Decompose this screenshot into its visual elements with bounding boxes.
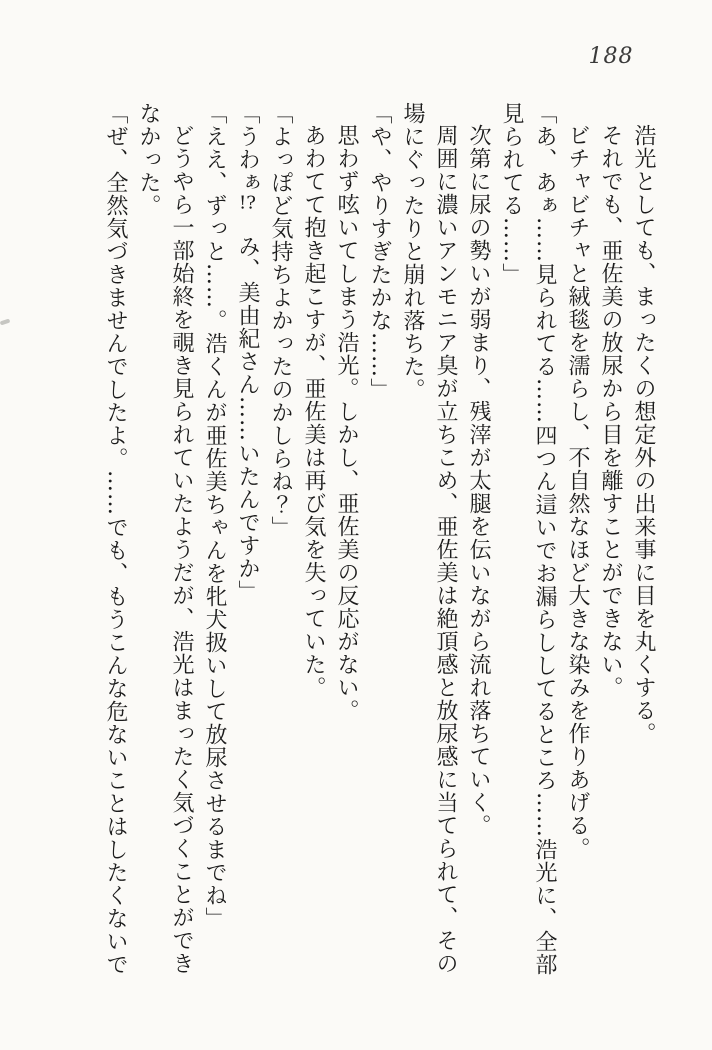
text-line: あわてて抱き起こすが、亜佐美は再び気を失っていた。 — [301, 124, 326, 699]
text-line: 「ええ、ずっと……。浩くんが亜佐美ちゃんを牝犬扱いして放尿させるまでね」 — [202, 102, 227, 930]
text-line: 「や、やりすぎたかな……」 — [367, 102, 392, 401]
text-line: ビチャビチャと絨毯を濡らし、不自然なほど大きな染みを作りあげる。 — [565, 124, 590, 860]
text-line: 「よっぽど気持ちよかったのかしらね？」 — [268, 102, 293, 539]
text-line: 「あ、あぁ……見られてる……四つん這いでお漏らししてるところ……浩光に、全部 — [532, 102, 557, 976]
page-text-block — [99, 102, 660, 982]
text-line: 見られてる……」 — [499, 102, 524, 286]
text-line: 「ぜ、全然気づきませんでしたよ。……でも、もうこんな危ないことはしたくないで — [103, 102, 128, 976]
text-line: 思わず呟いてしまう浩光。しかし、亜佐美の反応がない。 — [334, 124, 359, 722]
text-line: 浩光としても、まったくの想定外の出来事に目を丸くする。 — [631, 124, 656, 745]
text-line: 次第に尿の勢いが弱まり、残滓が太腿を伝いながら流れ落ちていく。 — [466, 124, 491, 837]
scan-artifact-mark — [0, 319, 10, 326]
text-line: 「うわぁ!? み、美由紀さん……いたんですか」 — [235, 102, 260, 604]
text-line: なかった。 — [136, 102, 161, 217]
text-line: それでも、亜佐美の放尿から目を離すことができない。 — [598, 124, 623, 699]
page-number: 188 — [588, 44, 634, 69]
text-line: 周囲に濃いアンモニア臭が立ちこめ、亜佐美は絶頂感と放尿感に当てられて、その — [433, 124, 458, 975]
text-line: 場にぐったりと崩れ落ちた。 — [400, 102, 425, 401]
text-line: どうやら一部始終を覗き見られていたようだが、浩光はまったく気づくことができ — [169, 124, 194, 975]
tatechuyoko-exclamation-question: !? — [239, 194, 256, 213]
